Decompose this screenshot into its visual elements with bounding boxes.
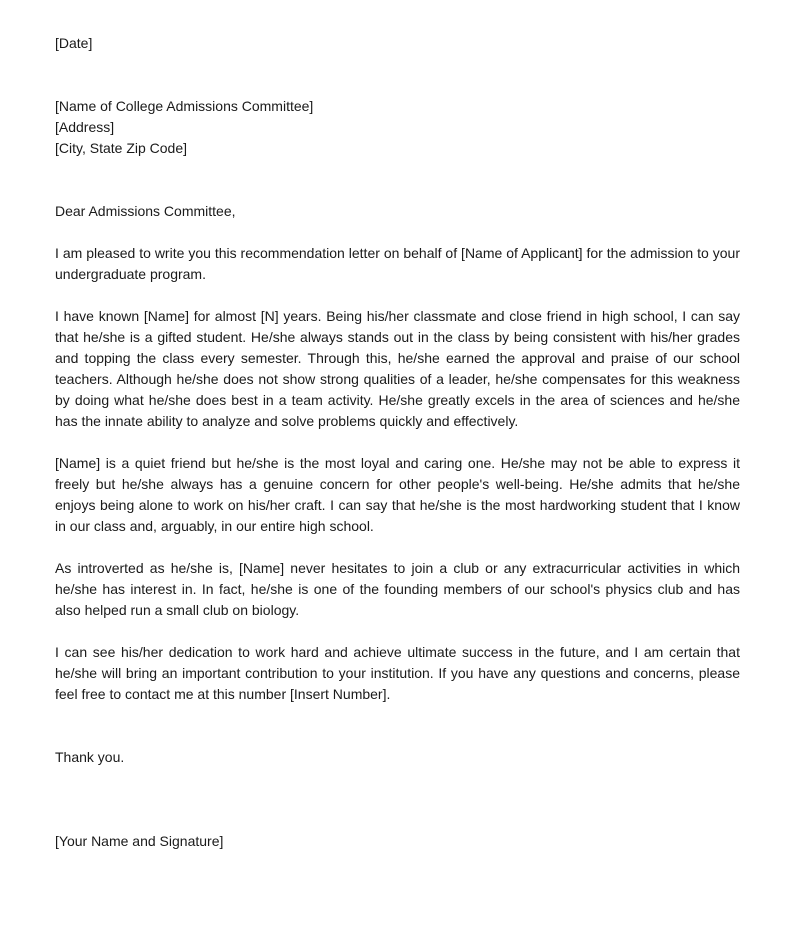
recipient-address: [Address] bbox=[55, 119, 115, 135]
salutation: Dear Admissions Committee, bbox=[55, 203, 236, 219]
recipient-city-state-zip: [City, State Zip Code] bbox=[55, 140, 188, 156]
signature-placeholder: [Your Name and Signature] bbox=[55, 833, 224, 849]
recipient-block bbox=[55, 96, 740, 159]
paragraph-personal-qualities: [Name] is a quiet friend but he/she is the most loyal and caring one. He/she may not be able to express it freely but he/she always has a genuine concern for other people's well-being. He/she admits that he/she enjoys being alone to work on his/her craft. I can say that he/she is the most hardworking student that I know in our class and, arguably, in our entire high school. bbox=[55, 455, 740, 534]
paragraph-academic-qualities: I have known [Name] for almost [N] years. Being his/her classmate and close friend in high school, I can say that he/she is a gifted student. He/she always stands out in the class by being consistent with his/her grades and topping the class every semester. Through this, he/she earned the approval and praise of our school teachers. Although he/she does not show strong qualities of a leader, he/she compensates for this weakness by doing what he/she does best in a team activity. He/she greatly excels in the area of sciences and he/she has the innate ability to analyze and solve problems quickly and effectively. bbox=[55, 308, 740, 429]
closing-thank-you: Thank you. bbox=[55, 749, 125, 765]
paragraph-extracurricular: As introverted as he/she is, [Name] never hesitates to join a club or any extracurricular activities in which he/she has interest in. In fact, he/she is one of the founding members of our school's physics club and has also helped run a small club on biology. bbox=[55, 560, 740, 618]
date-placeholder: [Date] bbox=[55, 35, 93, 51]
paragraph-conclusion: I can see his/her dedication to work hard and achieve ultimate success in the future, and I am certain that he/she will bring an important contribution to your institution. If you have any questions and concerns, please feel free to contact me at this number [Insert Number]. bbox=[55, 644, 740, 702]
paragraph-introduction: I am pleased to write you this recommendation letter on behalf of [Name of Applicant] for the admission to your undergraduate program. bbox=[55, 245, 740, 282]
recipient-name: [Name of College Admissions Committee] bbox=[55, 98, 314, 114]
